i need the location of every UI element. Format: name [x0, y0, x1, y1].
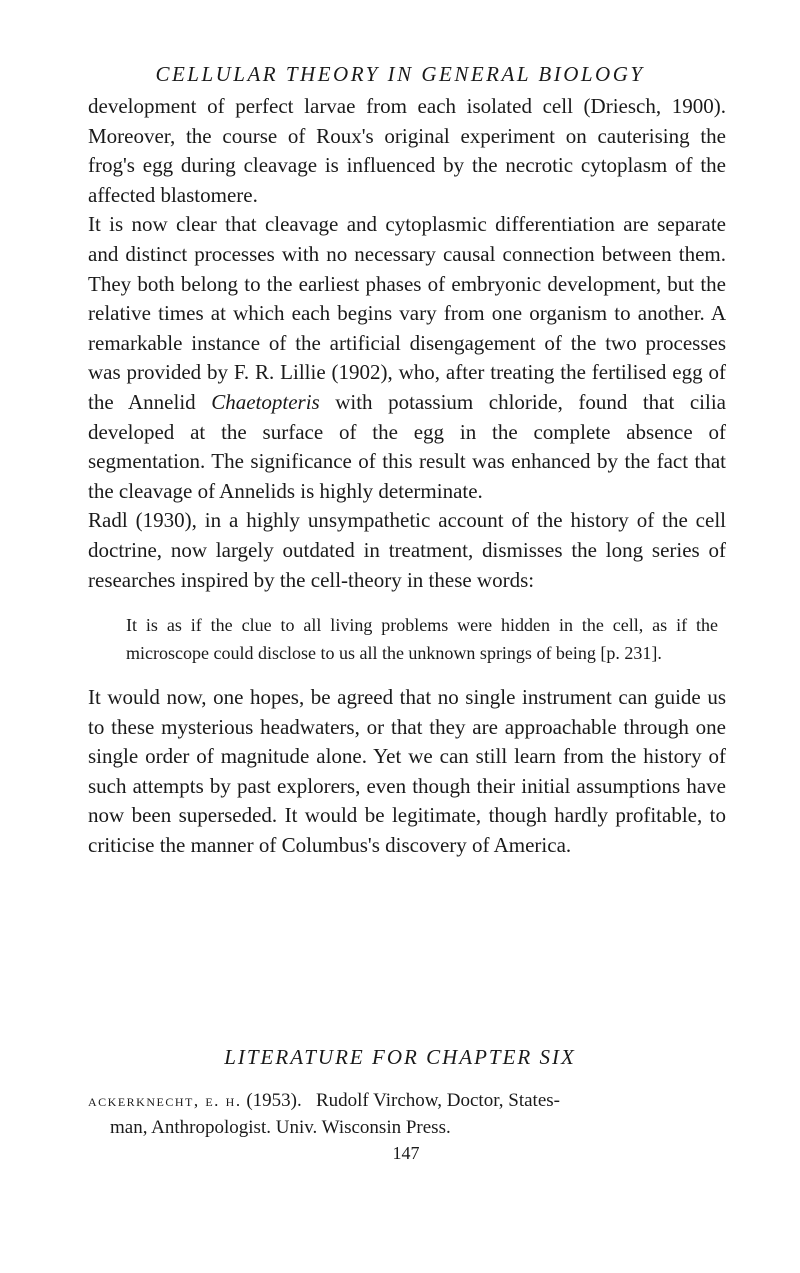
paragraph-text: It is now clear that cleavage and cytoplasmic differentiation are separate and distinct processes with no necessary causal connection between them. They both belong to the earliest phases of embryonic development, but the relative times at which each begins vary from one organism to another. A remarkable instance of the artificial disengagement of the two processes was provided by F. R. Lillie (1902), who, after treating the fertilised egg of the Annelid [88, 212, 726, 414]
block-quote: It is as if the clue to all living problems were hidden in the cell, as if the microscope could disclose to us all the unknown springs of being [p. 231]. [126, 615, 718, 663]
entry-title-continued: man, Anthropologist. Univ. Wisconsin Press. [110, 1117, 451, 1138]
entry-year: (1953). [246, 1090, 302, 1111]
species-name: Chaetopteris [211, 389, 320, 414]
entry-title: Rudolf Virchow, Doctor, States- [315, 1090, 560, 1111]
paragraph: Radl (1930), in a highly unsympathetic account of the history of the cell doctrine, now largely outdated in treatment, dismisses the long series of researches inspired by the cell-theory in these words: [88, 508, 726, 592]
running-head: CELLULAR THEORY IN GENERAL BIOLOGY [155, 62, 645, 86]
entry-author: ackerknecht, e. h. [88, 1091, 242, 1110]
paragraph-text: with potassium chloride, found that cilia developed at the surface of the egg in the complete absence of segmentation. The significance of this result was enhanced by the fact that the cleavage of Annelids is highly determinate. [88, 389, 727, 503]
paragraph: development of perfect larvae from each isolated cell (Driesch, 1900). Moreover, the course of Roux's original experiment on cauterising the frog's egg during cleavage is influenced by the necrotic cytoplasm of the affected blastomere. [88, 94, 726, 207]
bibliography-entry [88, 1087, 728, 1141]
literature-heading: LITERATURE FOR CHAPTER SIX [224, 1045, 576, 1069]
body-text [88, 92, 726, 861]
page-number: 147 [392, 1143, 420, 1163]
paragraph: It would now, one hopes, be agreed that no single instrument can guide us to these mysterious headwaters, or that they are approachable through one single order of magnitude alone. Yet we can still learn from the history of such attempts by past explorers, even though their initial assumptions have now been superseded. It would be legitimate, though hardly profitable, to criticise the manner of Columbus's discovery of America. [88, 685, 726, 858]
paragraph [88, 210, 726, 506]
